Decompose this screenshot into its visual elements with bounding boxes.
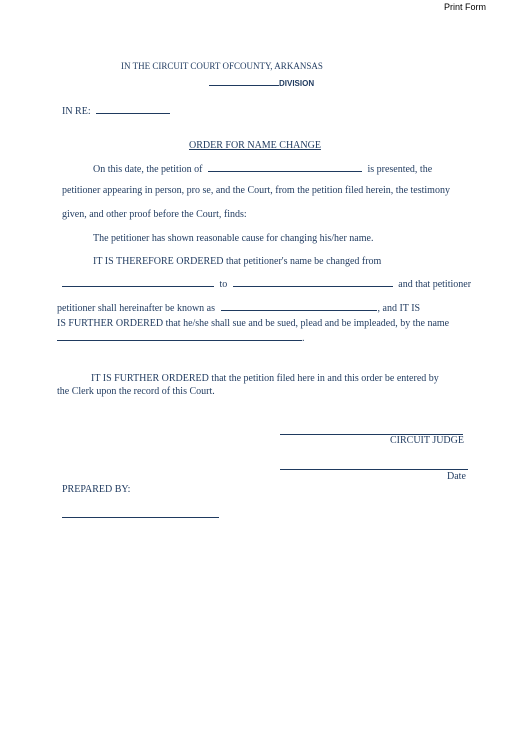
clerk-record-line: the Clerk upon the record of this Court. bbox=[57, 386, 215, 397]
petition-line: On this date, the petition of is presented, the bbox=[93, 164, 433, 175]
order-line: IT IS THEREFORE ORDERED that petitioner's name be changed from bbox=[93, 256, 382, 267]
new-name-field[interactable] bbox=[233, 277, 393, 287]
further-ordered-line: IS FURTHER ORDERED that he/she shall sue and be sued, plead and be impleaded, by the name bbox=[57, 318, 450, 329]
name-change-line: to and that petitioner bbox=[62, 277, 471, 290]
in-re-label: IN RE: bbox=[62, 106, 91, 117]
petitioner-name-field[interactable] bbox=[208, 162, 362, 172]
date-field[interactable] bbox=[280, 469, 468, 470]
former-name-field[interactable] bbox=[62, 277, 214, 287]
prepared-by-field[interactable] bbox=[62, 517, 219, 518]
sue-name-field[interactable] bbox=[57, 331, 302, 341]
division-line bbox=[209, 73, 314, 91]
circuit-judge-label: CIRCUIT JUDGE bbox=[390, 435, 464, 446]
in-re-line bbox=[62, 104, 170, 117]
sue-name-line: . bbox=[57, 331, 305, 344]
known-as-line: petitioner shall hereinafter be known as , and IT IS bbox=[57, 303, 421, 314]
entry-order-line: IT IS FURTHER ORDERED that the petition filed here in and this order be entered by bbox=[91, 373, 439, 384]
document-title: ORDER FOR NAME CHANGE bbox=[189, 140, 321, 151]
body-line-3: given, and other proof before the Court, finds: bbox=[62, 209, 247, 220]
known-as-field[interactable] bbox=[221, 301, 377, 311]
division-label: DIVISION bbox=[279, 79, 315, 88]
in-re-field[interactable] bbox=[96, 104, 170, 114]
court-heading: IN THE CIRCUIT COURT OFCOUNTY, ARKANSAS bbox=[121, 61, 323, 71]
date-label: Date bbox=[447, 471, 466, 482]
prepared-by-label: PREPARED BY: bbox=[62, 484, 131, 495]
finding-line: The petitioner has shown reasonable cause for changing his/her name. bbox=[93, 233, 374, 244]
body-line-2: petitioner appearing in person, pro se, and the Court, from the petition filed herein, the testimony bbox=[62, 185, 450, 196]
division-field[interactable] bbox=[209, 76, 279, 86]
print-form-button[interactable]: Print Form bbox=[436, 0, 494, 14]
